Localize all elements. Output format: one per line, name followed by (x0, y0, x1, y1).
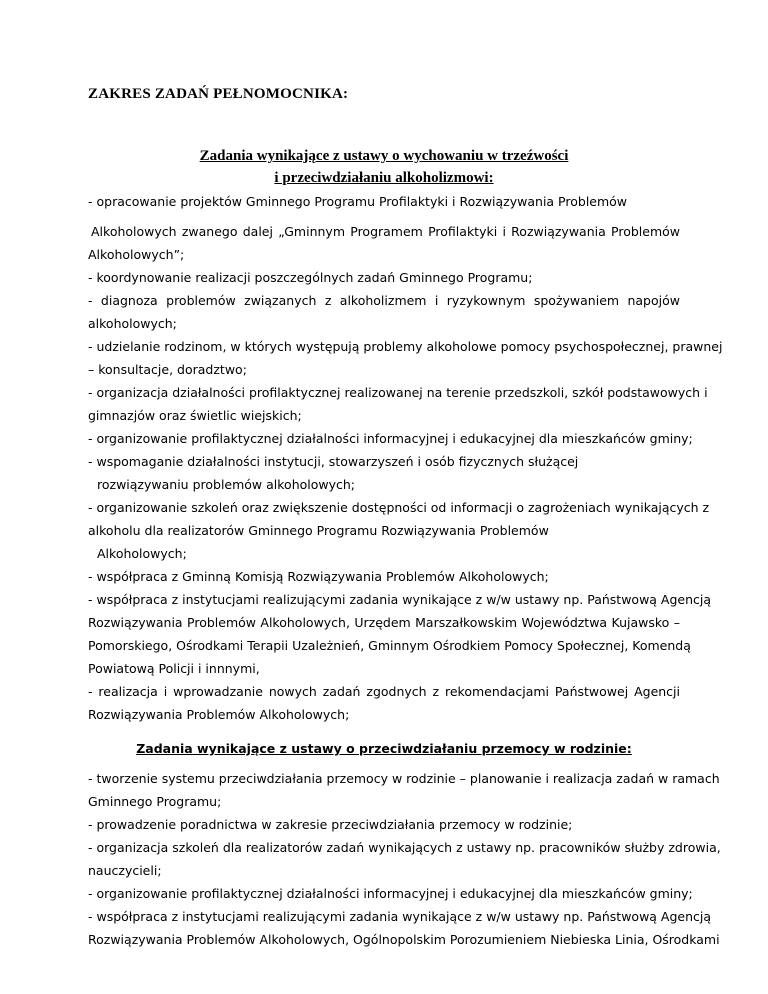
section1-line: Rozwiązywania Problemów Alkoholowych, Urzędem Marszałkowskim Województwa Kujawsko – (88, 615, 680, 630)
document-title: ZAKRES ZADAŃ PEŁNOMOCNIKA: (88, 86, 349, 102)
section1-line: – konsultacje, doradztwo; (88, 362, 247, 377)
section1-line: Alkoholowych”; (88, 247, 185, 262)
section1-line: - realizacja i wprowadzanie nowych zadań zgodnych z rekomendacjami Państwowej Agencji (88, 684, 680, 699)
section1-heading-line2: i przeciwdziałaniu alkoholizmowi: (274, 170, 494, 186)
section1-line: alkoholowych; (88, 316, 177, 331)
section1-line: - organizowanie szkoleń oraz zwiększenie dostępności od informacji o zagrożeniach wynikających z (88, 500, 710, 515)
section1-heading-line1: Zadania wynikające z ustawy o wychowaniu w trzeźwości (199, 148, 569, 164)
section1-line: - organizacja działalności profilaktycznej realizowanej na terenie przedszkoli, szkół podstawowych i (88, 385, 708, 400)
section2-line: - współpraca z instytucjami realizującymi zadania wynikające z w/w ustawy np. Państwową Agencją (88, 909, 712, 924)
section2-line: nauczycieli; (88, 863, 162, 878)
section2-line: Gminnego Programu; (88, 794, 222, 809)
section2-line: - organizacja szkoleń dla realizatorów zadań wynikających z ustawy np. pracowników służby zdrowia, (88, 840, 721, 855)
section2-line: - organizowanie profilaktycznej działalności informacyjnej i edukacyjnej dla mieszkańców gminy; (88, 886, 693, 901)
section1-line: Pomorskiego, Ośrodkami Terapii Uzależnień, Gminnym Ośrodkiem Pomocy Społecznej, Komendą (88, 638, 691, 653)
section2-heading: Zadania wynikające z ustawy o przeciwdziałaniu przemocy w rodzinie: (136, 741, 632, 756)
section1-line: - koordynowanie realizacji poszczególnych zadań Gminnego Programu; (88, 270, 533, 285)
section2-line: - tworzenie systemu przeciwdziałania przemocy w rodzinie – planowanie i realizacja zadań w ramach (88, 771, 720, 786)
section1-line: - opracowanie projektów Gminnego Programu Profilaktyki i Rozwiązywania Problemów (88, 194, 628, 209)
section1-line: - organizowanie profilaktycznej działalności informacyjnej i edukacyjnej dla mieszkańców gminy; (88, 431, 693, 446)
section1-line: Rozwiązywania Problemów Alkoholowych; (88, 707, 350, 722)
section1-line: gimnazjów oraz świetlic wiejskich; (88, 408, 302, 423)
section1-line: - diagnoza problemów związanych z alkoholizmem i ryzykownym spożywaniem napojów (88, 293, 680, 308)
section1-line: Alkoholowych; (97, 546, 187, 561)
section1-line: - współpraca z instytucjami realizującymi zadania wynikające z w/w ustawy np. Państwową Agencją (88, 592, 712, 607)
section2-line: - prowadzenie poradnictwa w zakresie przeciwdziałania przemocy w rodzinie; (88, 817, 573, 832)
section2-line: Rozwiązywania Problemów Alkoholowych, Ogólnopolskim Porozumieniem Niebieska Linia, Ośrodkami (88, 932, 720, 947)
section1-line: rozwiązywaniu problemów alkoholowych; (97, 477, 356, 492)
section1-line: - współpraca z Gminną Komisją Rozwiązywania Problemów Alkoholowych; (88, 569, 549, 584)
section1-line: Alkoholowych zwanego dalej „Gminnym Programem Profilaktyki i Rozwiązywania Problemów (91, 224, 680, 239)
section1-line: - udzielanie rodzinom, w których występują problemy alkoholowe pomocy psychospołecznej, prawnej (88, 339, 723, 354)
section1-line: - wspomaganie działalności instytucji, stowarzyszeń i osób fizycznych służącej (88, 454, 579, 469)
section1-line: Powiatową Policji i innnymi, (88, 661, 260, 676)
section1-line: alkoholu dla realizatorów Gminnego Programu Rozwiązywania Problemów (88, 523, 549, 538)
